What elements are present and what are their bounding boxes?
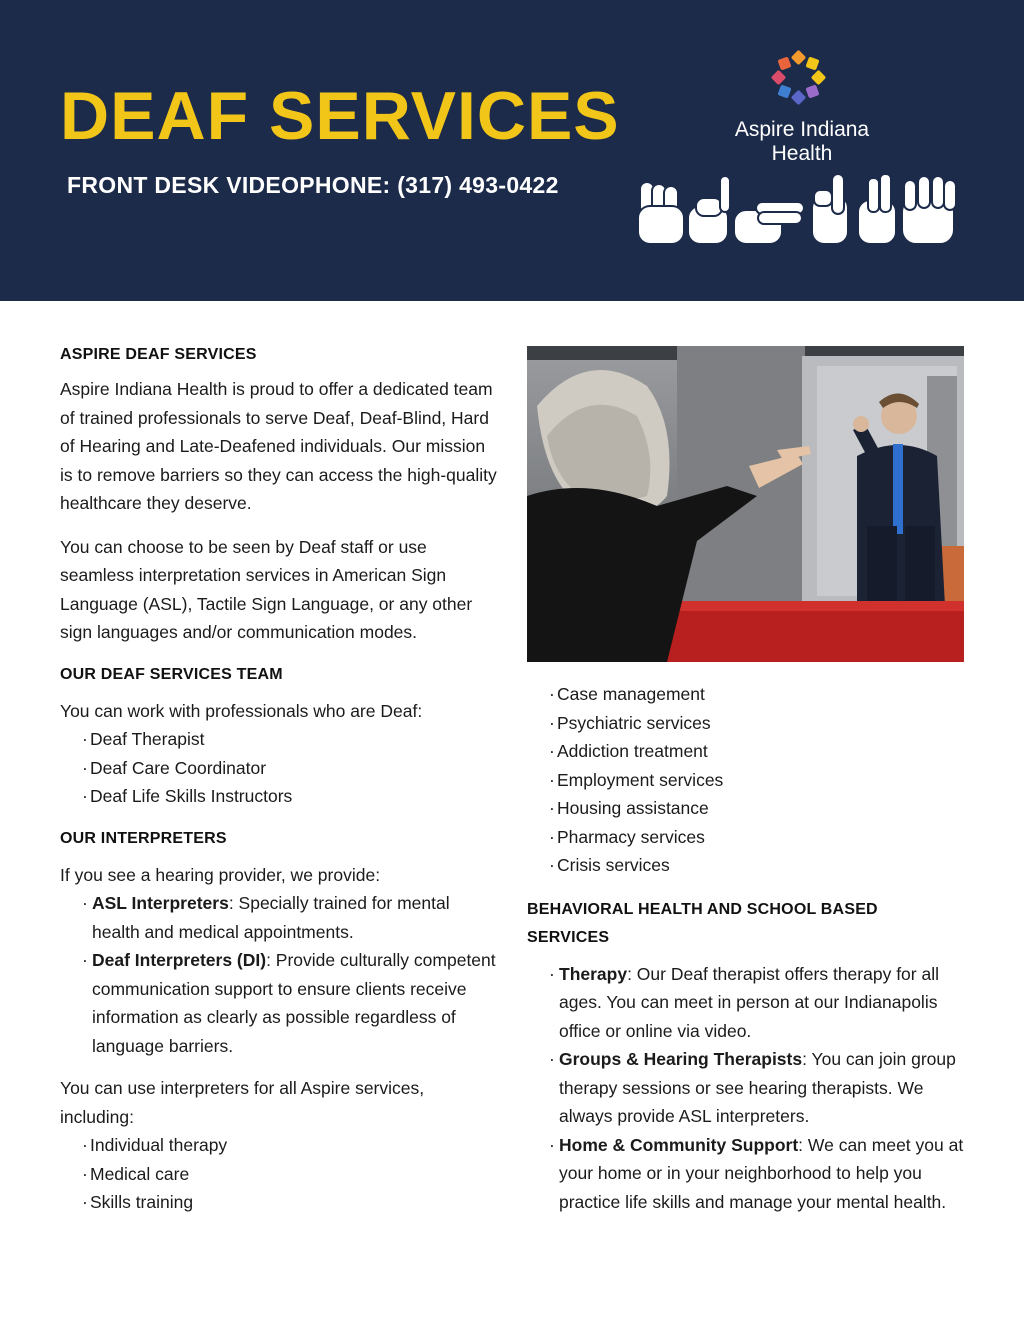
list-item: · Deaf Therapist [82, 725, 500, 754]
interpreters-intro: If you see a hearing provider, we provide: [60, 864, 381, 885]
services-list-left [60, 1131, 500, 1217]
right-column [527, 680, 967, 1216]
asl-fingerspelling-hands-icon [636, 170, 966, 248]
aspire-intro-paragraph: Aspire Indiana Health is proud to offer a dedicated team of trained professionals to serve Deaf, Deaf-Blind, Hard of Hearing and Late-Deafened individuals. Our mission is to remove barriers so they can access the high-quality healthcare they deserve. [60, 379, 497, 513]
aspire-options-paragraph: You can choose to be seen by Deaf staff or use seamless interpretation services in American Sign Language (ASL), Tactile Sign Language, or any other sign languages and/or communication modes. [60, 536, 473, 642]
list-item: · Psychiatric services [549, 709, 967, 738]
item-description: : We can meet you at your home or in your neighborhood to help you practice life skills and manage your mental health. [559, 1134, 964, 1212]
list-item [82, 889, 500, 946]
header-banner [0, 0, 1024, 301]
interpreter-types-list [60, 889, 500, 1060]
item-description: : Our Deaf therapist offers therapy for all ages. You can meet in person at our Indianapolis office or online via video. [559, 963, 939, 1041]
list-item [549, 960, 967, 1046]
list-item: · Individual therapy [82, 1131, 500, 1160]
list-item: · Crisis services [549, 851, 967, 880]
behavioral-services-list [527, 960, 967, 1217]
list-item [549, 1045, 967, 1131]
list-item: · Deaf Care Coordinator [82, 754, 500, 783]
item-term: ASL Interpreters [92, 893, 229, 913]
team-list [60, 725, 500, 811]
list-item: · Case management [549, 680, 967, 709]
videophone-number: FRONT DESK VIDEOPHONE: (317) 493-0422 [67, 172, 559, 198]
section-heading-aspire-deaf-services: ASPIRE DEAF SERVICES [60, 346, 257, 363]
services-intro: You can use interpreters for all Aspire services, including: [60, 1078, 425, 1127]
item-term: Therapy [559, 963, 628, 984]
list-item: · Deaf Life Skills Instructors [82, 782, 500, 811]
page-title: DEAF SERVICES [60, 78, 620, 154]
list-item [549, 1131, 967, 1217]
item-term: Groups & Hearing Therapists [559, 1049, 803, 1069]
photo-illustration [527, 346, 964, 662]
aspire-logo-text: Aspire Indiana Health [734, 118, 870, 165]
list-item [82, 946, 500, 1060]
section-heading-interpreters: OUR INTERPRETERS [60, 829, 227, 847]
item-description: : Specially trained for mental health and medical appointments. [92, 893, 450, 942]
aspire-logo-flower-icon [771, 48, 831, 110]
item-description: : Provide culturally competent communication support to ensure clients receive information as clearly as possible regardless of language barriers. [92, 950, 496, 1056]
item-term: Deaf Interpreters (DI) [92, 950, 267, 970]
services-list-right [527, 680, 967, 880]
section-heading-behavioral-health: BEHAVIORAL HEALTH AND SCHOOL BASED SERVICES [527, 900, 878, 946]
list-item: · Skills training [82, 1188, 500, 1217]
item-term: Home & Community Support [559, 1134, 799, 1155]
list-item: · Addiction treatment [549, 737, 967, 766]
section-heading-team: OUR DEAF SERVICES TEAM [60, 665, 283, 683]
list-item: · Medical care [82, 1160, 500, 1189]
item-description: : You can join group therapy sessions or see hearing therapists. We always provide ASL interpreters. [559, 1049, 956, 1126]
list-item: · Housing assistance [549, 794, 967, 823]
photo-asl-conversation [527, 346, 964, 662]
team-intro: You can work with professionals who are Deaf: [60, 700, 423, 721]
list-item: · Employment services [549, 766, 967, 795]
left-column [60, 341, 500, 1217]
list-item: · Pharmacy services [549, 823, 967, 852]
